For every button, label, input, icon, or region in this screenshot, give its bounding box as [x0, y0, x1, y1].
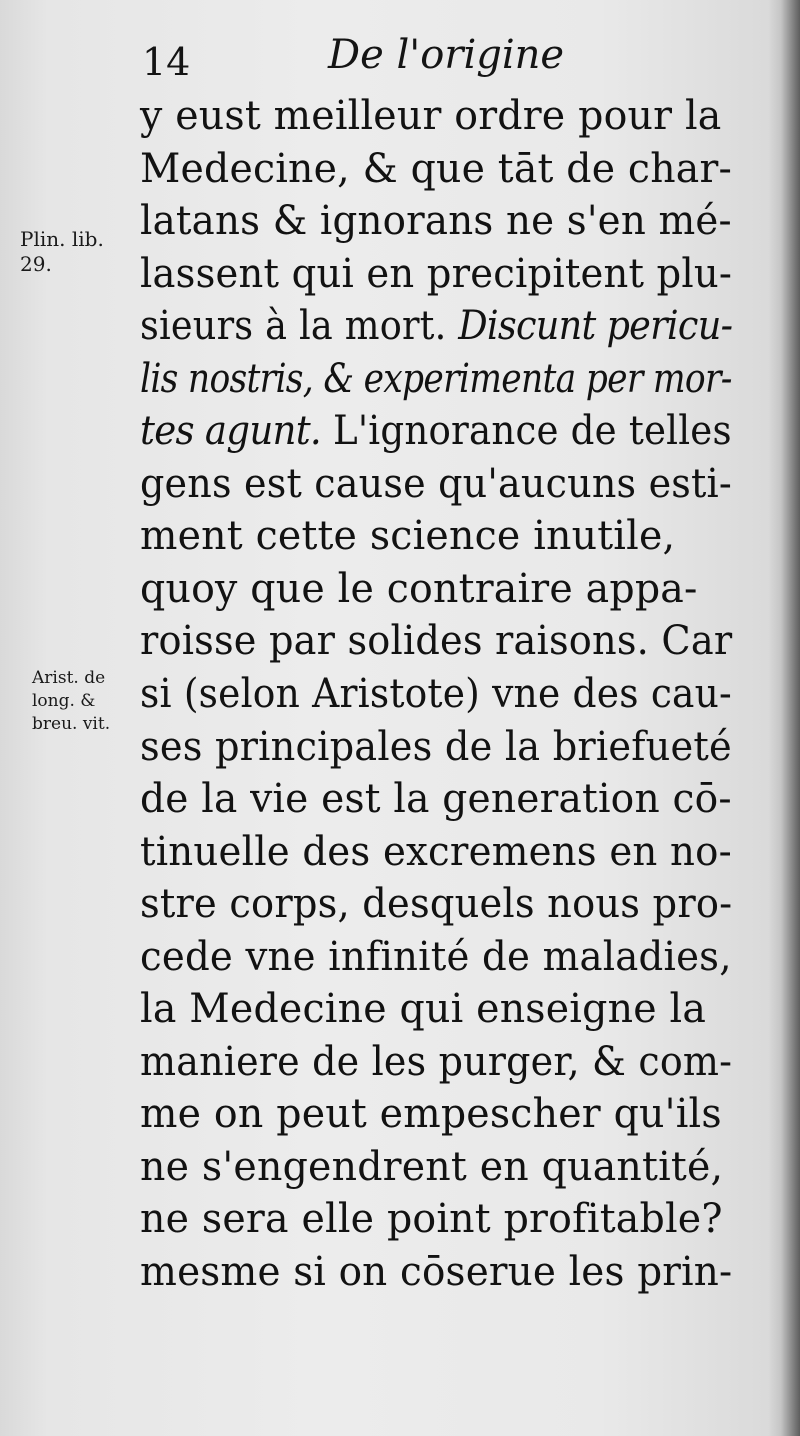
page-gutter-shadow — [768, 0, 800, 1436]
text-line — [140, 1141, 732, 1194]
text-line — [140, 405, 732, 458]
text-segment: y eust meilleur ordre pour la — [140, 93, 722, 139]
text-segment: cede vne infinité de maladies, — [140, 933, 732, 980]
text-segment: mesme si on cōserue les prin- — [140, 1249, 733, 1296]
page-header — [138, 30, 738, 90]
text-segment: roisse par solides raisons. Car — [140, 618, 733, 665]
text-line — [140, 983, 732, 1036]
text-line — [140, 1088, 732, 1141]
text-segment: maniere de les purger, & com- — [140, 1038, 733, 1085]
text-segment: ne s'engendrent en quantité, — [140, 1143, 724, 1190]
margin-note-line: breu. vit. — [32, 714, 111, 734]
latin-quotation: lis nostris, & experimenta per mor- — [140, 355, 732, 402]
text-segment: sieurs à la mort. — [140, 303, 459, 350]
folio-number: 14 — [142, 40, 191, 84]
text-line — [140, 1036, 733, 1089]
text-line — [140, 1246, 733, 1299]
text-segment: ment cette science inutile, — [140, 513, 676, 560]
text-line — [140, 510, 732, 563]
body-text — [140, 90, 740, 1299]
text-line — [140, 195, 732, 248]
text-line — [140, 773, 732, 826]
text-segment: ses principales de la briefueté — [140, 723, 732, 770]
text-line — [140, 615, 733, 668]
text-line — [140, 878, 733, 931]
latin-quotation: Discunt pericu- — [458, 303, 733, 350]
text-segment: de la vie est la generation cō- — [140, 776, 732, 823]
text-segment: la Medecine qui enseigne la — [140, 986, 707, 1033]
text-segment: tinuelle des excremens en no- — [140, 828, 732, 875]
text-line — [140, 458, 732, 511]
text-line — [140, 143, 731, 196]
show-through-ink — [30, 300, 130, 600]
running-title: De l'origine — [328, 32, 565, 78]
text-segment: me on peut empescher qu'ils — [140, 1091, 722, 1138]
text-segment: quoy que le contraire appa- — [140, 565, 698, 612]
text-line — [140, 90, 732, 143]
text-line — [140, 721, 732, 774]
text-line — [140, 300, 733, 353]
text-segment: lassent qui en precipitent plu- — [140, 250, 733, 297]
text-segment: L'ignorance de telles — [321, 408, 732, 455]
latin-quotation: tes agunt. — [140, 408, 322, 455]
margin-note-aristotle — [32, 667, 110, 736]
margin-note-line: Plin. lib. — [20, 227, 104, 251]
text-line — [140, 563, 732, 616]
text-line — [140, 248, 733, 301]
text-line — [140, 826, 732, 879]
margin-note-line: Arist. de — [32, 668, 106, 688]
text-segment: si (selon Aristote) vne des cau- — [140, 671, 732, 718]
text-line — [140, 353, 732, 406]
text-line — [140, 1193, 732, 1246]
text-line — [140, 931, 732, 984]
margin-note-line: 29. — [20, 252, 52, 276]
margin-note-pliny — [20, 228, 104, 275]
text-line — [140, 668, 732, 721]
text-segment: gens est cause qu'aucuns esti- — [140, 460, 732, 507]
margin-note-line: long. & — [32, 691, 96, 711]
text-segment: Medecine, & que tāt de char- — [140, 145, 732, 192]
text-segment: latans & ignorans ne s'en mé- — [140, 198, 732, 245]
text-segment: stre corps, desquels nous pro- — [140, 881, 733, 928]
text-segment: ne sera elle point profitable? — [140, 1196, 723, 1243]
